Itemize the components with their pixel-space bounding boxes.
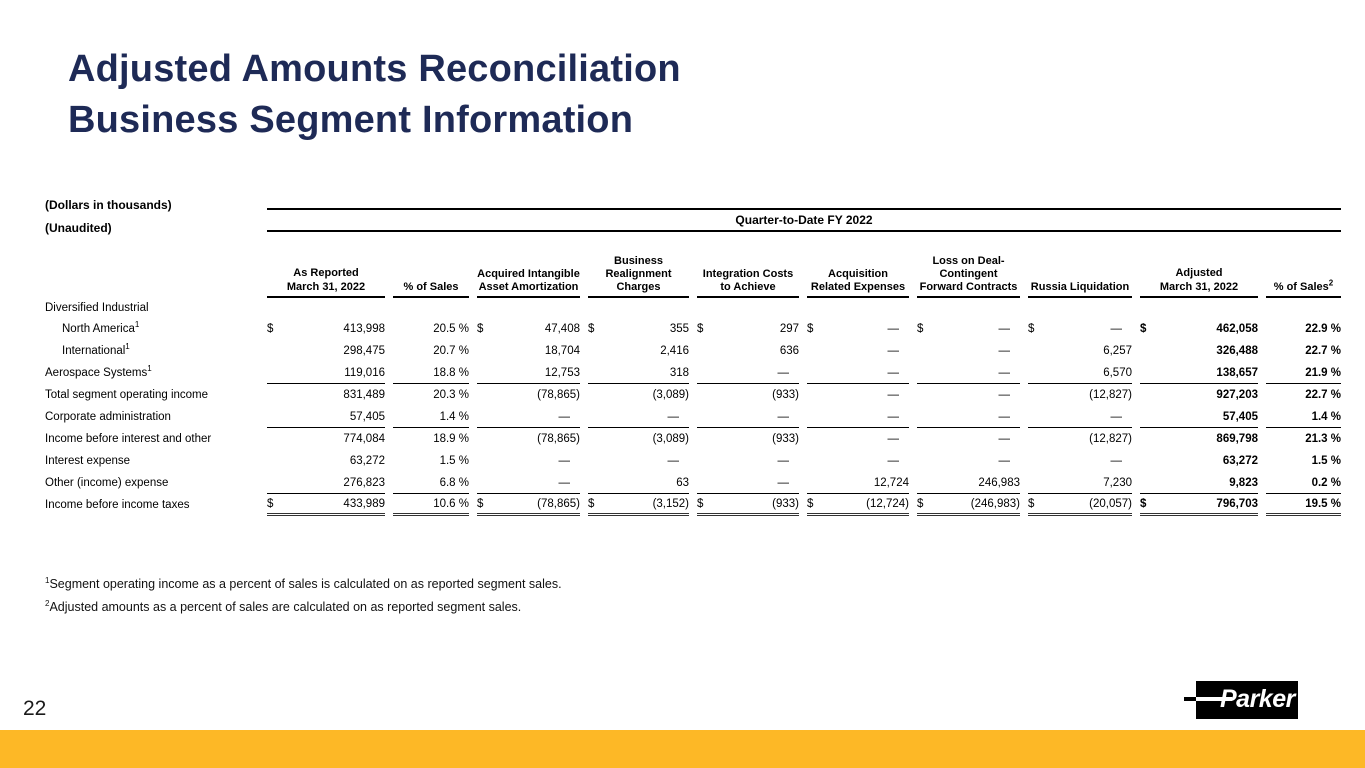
table-row [45,362,1341,384]
row-label-sup: 1 [147,364,152,374]
dollar-sign: $ [477,497,484,510]
footnote-1 [45,573,562,596]
cell-value: 9,823 [1229,476,1258,489]
title-line-2: Business Segment Information [68,98,634,141]
cell-value: 22.7 % [1305,389,1341,401]
table-cell [917,406,1020,428]
table-cell [477,340,580,362]
table-cell [697,384,799,406]
table-cell [1028,472,1132,494]
cell-value: 22.7 % [1305,345,1341,357]
table-cell [393,450,469,472]
cell-value: 63 [676,476,689,489]
cell-value: 6,570 [1103,366,1132,379]
header-label: % of Sales$^2$ [1273,278,1334,293]
cell-value: 796,703 [1216,497,1258,510]
cell-value: (12,827) [1089,433,1132,445]
table-cell [697,406,799,428]
table-header-row [45,234,1341,298]
header-label: March 31, 2022 [1159,281,1239,293]
cell-value: 298,475 [343,345,385,357]
table-cell [393,340,469,362]
cell-value: 10.6 % [433,497,469,510]
cell-value: 1.5 % [439,455,469,467]
cell-value: 246,983 [978,476,1020,489]
table-row [45,318,1341,340]
table-cell [807,318,909,340]
title-line-1: Adjusted Amounts Reconciliation [68,48,681,90]
table-cell [267,384,385,406]
cell-value: — [1110,323,1122,335]
table-row [45,384,1341,406]
table-cell [807,384,909,406]
cell-value: 318 [669,366,689,379]
table-cell [588,406,689,428]
parker-logo-dash [1184,697,1196,701]
table-cell [588,428,689,450]
table-cell [588,362,689,384]
header-sup: 2 [1328,278,1334,288]
cell-value: 636 [779,345,799,357]
header-label: Acquired Intangible Asset Amortization [477,268,580,293]
cell-value: — [777,455,789,467]
dollar-sign: $ [1140,497,1147,510]
table-cell [697,472,799,494]
cell-value: 18,704 [544,345,580,357]
table-cell [588,318,689,340]
table-row [45,298,1341,318]
table-row [45,494,1341,516]
header-label: March 31, 2022 [286,281,366,293]
parker-logo [1184,681,1298,719]
table-cell [807,362,909,384]
table-cell [1028,318,1132,340]
cell-value: (933) [772,497,799,510]
table-cell [1140,494,1258,516]
gold-footer-bar [0,730,1365,768]
table-cell [697,428,799,450]
table-cell [807,428,909,450]
cell-value: 22.9 % [1305,323,1341,335]
cell-value: (3,089) [652,433,689,445]
cell-value: — [998,410,1010,423]
table-cell [267,318,385,340]
header-label: Loss on Deal-Contingent Forward Contracts [919,255,1018,293]
cell-value: 12,724 [873,476,909,489]
cell-value: 6,257 [1103,345,1132,357]
table-header-cell-7 [917,255,1020,298]
table-cell [588,340,689,362]
dollar-sign: $ [697,323,704,335]
footnote-1-text: Segment operating income as a percent of sales is calculated on as reported segment sales. [49,577,562,591]
cell-value: 326,488 [1216,345,1258,357]
cell-value: (12,724) [866,497,909,510]
cell-value: (78,865) [537,497,580,510]
parker-logo-text: Parker [1220,685,1295,713]
cell-value: 57,405 [349,410,385,423]
table-cell [917,340,1020,362]
dollar-sign: $ [807,497,814,510]
cell-value: 63,272 [349,455,385,467]
cell-value: 2,416 [660,345,689,357]
cell-value: (20,057) [1089,497,1132,510]
table-cell [1266,384,1341,406]
header-group-label: As Reported [293,267,359,279]
cell-value: (78,865) [537,433,580,445]
cell-value: — [998,345,1010,357]
span-header-quarter-to-date: Quarter-to-Date FY 2022 [267,208,1341,232]
cell-value: 774,084 [343,433,385,445]
row-label: Total segment operating income [45,389,209,401]
table-cell [267,362,385,384]
cell-value: 20.5 % [433,323,469,335]
cell-value: — [777,366,789,379]
cell-value: — [998,366,1010,379]
table-row [45,472,1341,494]
cell-value: 47,408 [544,323,580,335]
table-cell [393,472,469,494]
table-header-cell-5 [697,268,799,298]
table-cell [1140,406,1258,428]
cell-value: — [998,323,1010,335]
row-label: Corporate administration [45,411,171,423]
meta-dollars-in-thousands: (Dollars in thousands) [45,198,172,212]
cell-value: (933) [772,389,799,401]
dollar-sign: $ [1028,323,1035,335]
cell-value: 869,798 [1216,433,1258,445]
row-label: Diversified Industrial [45,302,149,314]
dollar-sign: $ [917,497,924,510]
cell-value: — [667,410,679,423]
table-cell [393,428,469,450]
table-cell [917,362,1020,384]
cell-value: 413,998 [343,323,385,335]
footnote-1-sup: 1 [45,575,50,585]
table-cell [917,384,1020,406]
table-cell [588,384,689,406]
table-cell [917,494,1020,516]
footnote-2 [45,596,562,619]
table-cell [477,318,580,340]
table-cell [267,472,385,494]
cell-value: — [887,366,899,379]
dollar-sign: $ [267,497,274,510]
table-cell [1140,450,1258,472]
table-cell [477,450,580,472]
row-label-sup: 1 [125,342,130,352]
cell-value: 276,823 [343,476,385,489]
cell-value: 462,058 [1216,323,1258,335]
row-label: North America$^1$ [62,320,140,335]
table-cell [1140,472,1258,494]
table-cell [267,428,385,450]
header-label: Business Realignment Charges [605,255,672,293]
table-row [45,450,1341,472]
table-cell [917,318,1020,340]
cell-value: 1.4 % [439,410,469,423]
table-grid [45,234,1341,516]
dollar-sign: $ [807,323,814,335]
table-cell [807,340,909,362]
table-row [45,428,1341,450]
table-cell [697,318,799,340]
table-cell [267,340,385,362]
cell-value: 57,405 [1222,410,1258,423]
table-cell [477,428,580,450]
table-cell [477,472,580,494]
cell-value: 7,230 [1103,476,1132,489]
cell-value: — [887,455,899,467]
cell-value: — [998,455,1010,467]
table-cell [1266,340,1341,362]
table-cell [917,450,1020,472]
cell-value: 927,203 [1216,389,1258,401]
table-cell [393,384,469,406]
page-number: 22 [23,697,47,720]
table-cell [1140,318,1258,340]
header-label: % of Sales [403,281,459,293]
cell-value: 138,657 [1216,366,1258,379]
table-cell [697,450,799,472]
table-cell [1028,362,1132,384]
table-header-cell-10 [1266,278,1341,298]
row-label: Other (income) expense [45,477,169,489]
cell-value: — [558,476,570,489]
table-cell [267,450,385,472]
table-header-cell-3 [477,268,580,298]
table-cell [807,472,909,494]
cell-value: — [1110,455,1122,467]
table-cell [477,406,580,428]
cell-value: 1.5 % [1311,455,1341,467]
cell-value: 18.8 % [433,366,469,379]
cell-value: 433,989 [343,497,385,510]
cell-value: 6.8 % [439,476,469,489]
table-cell [267,494,385,516]
row-label: Income before income taxes [45,499,190,511]
table-cell [1266,472,1341,494]
cell-value: — [777,410,789,423]
parker-logo-box [1196,681,1298,719]
header-label: Acquisition Related Expenses [810,268,906,293]
cell-value: 21.3 % [1305,433,1341,445]
table-row [45,340,1341,362]
cell-value: 63,272 [1222,455,1258,467]
table-cell [1140,340,1258,362]
dollar-sign: $ [1028,497,1035,510]
cell-value: — [887,345,899,357]
table-cell [1140,362,1258,384]
header-label: Integration Costs to Achieve [702,268,794,293]
cell-value: — [667,455,679,467]
cell-value: (12,827) [1089,389,1132,401]
cell-value: — [558,455,570,467]
table-cell [477,384,580,406]
table-cell [1028,406,1132,428]
table-cell [917,472,1020,494]
table-cell [1266,494,1341,516]
cell-value: (3,152) [652,497,689,510]
table-cell [477,362,580,384]
cell-value: 20.7 % [433,345,469,357]
dollar-sign: $ [1140,323,1147,335]
cell-value: 19.5 % [1305,497,1341,510]
table-cell [393,406,469,428]
cell-value: 0.2 % [1311,476,1341,489]
row-label-sup: 1 [134,320,140,330]
cell-value: 119,016 [344,366,385,379]
table-header-cell-2 [393,281,469,298]
table-header-cell-1 [267,267,385,298]
table-cell [588,472,689,494]
cell-value: — [887,433,899,445]
table-cell [697,340,799,362]
row-label: Interest expense [45,455,131,467]
dollar-sign: $ [267,323,274,335]
footnote-2-sup: 2 [45,598,50,608]
cell-value: — [558,410,570,423]
table-header-cell-4 [588,255,689,298]
table-cell [807,406,909,428]
cell-value: — [887,389,899,401]
cell-value: (3,089) [652,389,689,401]
meta-unaudited: (Unaudited) [45,221,112,235]
dollar-sign: $ [917,323,924,335]
cell-value: (78,865) [537,389,580,401]
table-cell [588,494,689,516]
cell-value: 20.3 % [433,389,469,401]
dollar-sign: $ [697,497,704,510]
table-row [45,406,1341,428]
table-cell [393,362,469,384]
table-cell [477,494,580,516]
table-cell [1028,428,1132,450]
table-cell [1266,428,1341,450]
table-header-cell-9 [1140,267,1258,298]
table-cell [1028,340,1132,362]
footnote-2-text: Adjusted amounts as a percent of sales are calculated on as reported segment sales. [49,600,522,614]
cell-value: — [777,476,789,489]
table-cell [1266,362,1341,384]
footnotes [45,573,562,619]
table-cell [393,494,469,516]
dollar-sign: $ [588,497,595,510]
cell-value: (246,983) [970,497,1020,510]
cell-value: 355 [669,323,689,335]
table-cell [588,450,689,472]
cell-value: 1.4 % [1311,410,1341,423]
table-cell [1266,318,1341,340]
reconciliation-table [45,208,1341,516]
table-cell [1028,494,1132,516]
table-cell [267,406,385,428]
table-cell [1140,428,1258,450]
table-cell [1028,384,1132,406]
table-cell [1266,406,1341,428]
cell-value: 12,753 [544,366,580,379]
table-cell [1140,384,1258,406]
table-header-cell-6 [807,268,909,298]
table-cell [807,494,909,516]
cell-value: — [887,410,899,423]
cell-value: — [998,389,1010,401]
header-label: Russia Liquidation [1030,281,1130,293]
cell-value: 21.9 % [1305,366,1341,379]
table-cell [1266,450,1341,472]
row-label: International$^1$ [62,342,130,357]
header-group-label: Adjusted [1175,267,1223,279]
table-header-cell-8 [1028,281,1132,298]
table-cell [1028,450,1132,472]
table-cell [393,318,469,340]
dollar-sign: $ [477,323,484,335]
dollar-sign: $ [588,323,595,335]
table-cell [807,450,909,472]
row-label: Income before interest and other [45,433,212,445]
table-cell [697,362,799,384]
cell-value: 297 [779,323,799,335]
cell-value: — [998,433,1010,445]
cell-value: 831,489 [343,389,385,401]
table-cell [697,494,799,516]
cell-value: — [887,323,899,335]
row-label: Aerospace Systems$^1$ [45,364,152,379]
page-title [68,44,681,145]
cell-value: 18.9 % [433,433,469,445]
cell-value: (933) [772,433,799,445]
table-cell [917,428,1020,450]
cell-value: — [1110,410,1122,423]
